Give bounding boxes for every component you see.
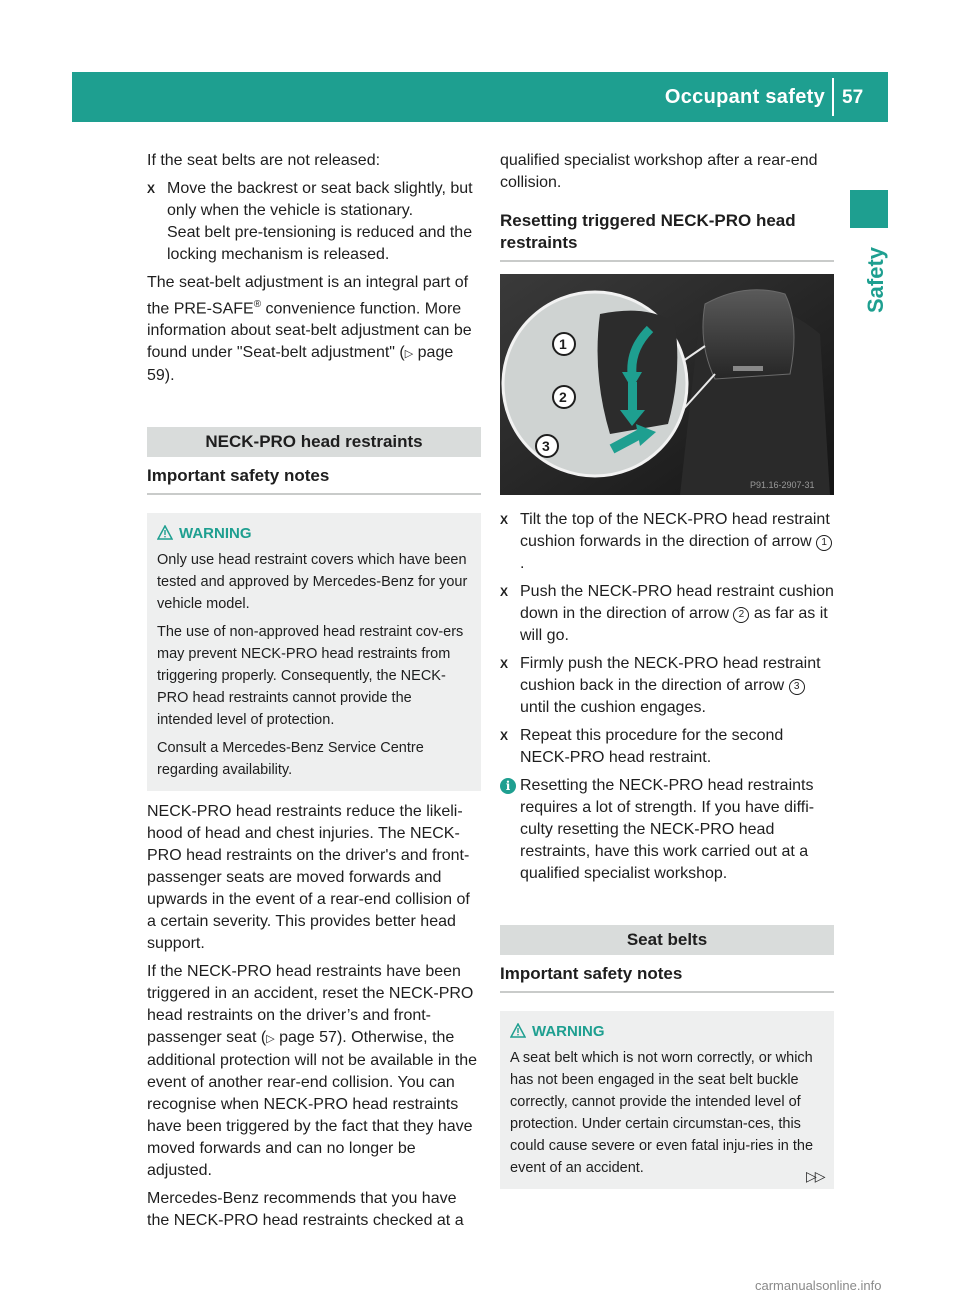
circled-number: 3	[789, 679, 805, 695]
step-result: Seat belt pre-tensioning is reduced and the locking mechanism is released.	[167, 224, 473, 263]
left-column	[147, 150, 481, 1238]
info-note	[500, 775, 834, 885]
step-text-end: .	[520, 555, 525, 572]
side-tab-label: Safety	[863, 246, 888, 314]
reset-heading: Resetting triggered NECK-PRO head restraints	[500, 210, 834, 262]
header-divider	[832, 78, 834, 116]
continued-text: qualified specialist workshop after a rear-end collision.	[500, 152, 818, 191]
intro-text: If the seat belts are not released:	[147, 152, 381, 169]
sub-heading: Important safety notes	[147, 465, 481, 495]
page-number: 57	[842, 87, 864, 108]
arrow-right-icon: ▷	[266, 1033, 275, 1046]
warning-label: WARNING	[532, 1023, 605, 1040]
right-column	[500, 150, 834, 1189]
step-item	[500, 509, 834, 575]
x-mark-icon: X	[500, 729, 509, 743]
head-restraint-illustration	[500, 274, 834, 495]
callout-1: 1	[559, 336, 567, 352]
body-paragraph: NECK-PRO head restraints reduce the likeli-hood of head and chest injuries. The NECK-PRO head restraints on the driver's and front-passenger seats are moved forwards and upwards in the event of a rear-end collision of a certain severity. This provides better head support.	[147, 803, 470, 953]
body-text-a: If the NECK-PRO head restraints have been triggered in an accident, reset the NECK-PRO head restraints on the driver’s and front-passenger seat (	[147, 963, 474, 1047]
step-text: Move the backrest or seat back slightly, but only when the vehicle is stationary.	[167, 180, 473, 219]
x-mark-icon: X	[500, 513, 509, 527]
step-item	[500, 725, 834, 769]
warning-title	[510, 1021, 824, 1043]
presafe-text-a: The seat-belt adjustment is an integral part of the PRE-SAFE	[147, 274, 469, 318]
x-mark-icon: X	[147, 182, 156, 196]
step-text-end: until the cushion engages.	[520, 699, 706, 716]
step-item	[500, 581, 834, 647]
callout-2: 2	[559, 389, 567, 405]
section-title: NECK-PRO head restraints	[147, 427, 481, 457]
side-tab-marker	[850, 190, 888, 228]
circled-number: 1	[816, 535, 832, 551]
warning-label: WARNING	[179, 525, 252, 543]
watermark: carmanualsonline.info	[755, 1278, 882, 1293]
step-text: Firmly push the NECK-PRO head restraint cushion back in the direction of arrow	[520, 655, 821, 694]
arrow-right-icon: ▷	[404, 348, 414, 361]
presafe-paragraph	[147, 272, 481, 387]
step-text: Repeat this procedure for the second NECK-PRO head restraint.	[520, 727, 784, 766]
body-paragraph: Mercedes-Benz recommends that you have the NECK-PRO head restraints checked at a	[147, 1190, 464, 1230]
step-text: Push the NECK-PRO head restraint cushion down in the direction of arrow	[520, 583, 834, 622]
presafe-text-b: convenience function. More information about seat-belt adjustment can be found under "Seat-belt adjustment" (	[147, 300, 472, 362]
continue-mark: ▷▷	[806, 1168, 824, 1184]
head-restraint-figure	[500, 274, 834, 495]
step-item	[147, 178, 481, 266]
warning-paragraph: The use of non-approved head restraint cov-ers may prevent NECK-PRO head restraints from triggering properly. Consequently, the NECK-PRO head restraints cannot provide the intended level of protection.	[157, 624, 464, 729]
warning-triangle-icon	[157, 525, 173, 540]
x-mark-icon: X	[500, 585, 509, 599]
callout-3: 3	[542, 438, 550, 454]
step-item	[500, 653, 834, 719]
registered-mark: ®	[253, 299, 262, 310]
sub-heading: Important safety notes	[500, 963, 834, 993]
figure-code: P91.16-2907-31	[750, 480, 815, 490]
body-text-b[interactable]: page 57). Otherwise, the additional protection will not be available in the event of another rear-end collision. You can recognise when NECK-PRO head restraints have been triggered by the fact that they have moved forwards and can no longer be adjusted.	[147, 1029, 477, 1180]
warning-paragraph: Consult a Mercedes-Benz Service Centre regarding availability.	[157, 740, 424, 779]
section-title: Seat belts	[500, 925, 834, 955]
step-text: Tilt the top of the NECK-PRO head restraint cushion forwards in the direction of arrow	[520, 511, 830, 550]
warning-triangle-icon	[510, 1023, 526, 1038]
warning-box	[500, 1011, 834, 1189]
info-text: Resetting the NECK-PRO head restraints requires a lot of strength. If you have diffi-culty resetting the NECK-PRO head restraints, have this work carried out at a qualified specialist workshop.	[520, 777, 815, 882]
warning-paragraph: Only use head restraint covers which have been tested and approved by Mercedes-Benz for your vehicle model.	[157, 552, 468, 613]
step-text-end: as far as it will go.	[520, 605, 828, 644]
warning-paragraph: A seat belt which is not worn correctly, or which has not been engaged in the seat belt buckle correctly, cannot provide the intended level of protection. Under certain circumstan-ces, this could cause severe or even fatal inju-ries in the event of an accident.	[510, 1050, 814, 1176]
info-icon: i	[500, 778, 516, 794]
x-mark-icon: X	[500, 657, 509, 671]
header-title: Occupant safety	[664, 86, 825, 108]
warning-box	[147, 513, 481, 791]
page-ref-link[interactable]: page 59).	[147, 344, 454, 385]
circled-number: 2	[733, 607, 749, 623]
warning-title	[157, 523, 471, 545]
body-paragraph	[147, 961, 481, 1182]
